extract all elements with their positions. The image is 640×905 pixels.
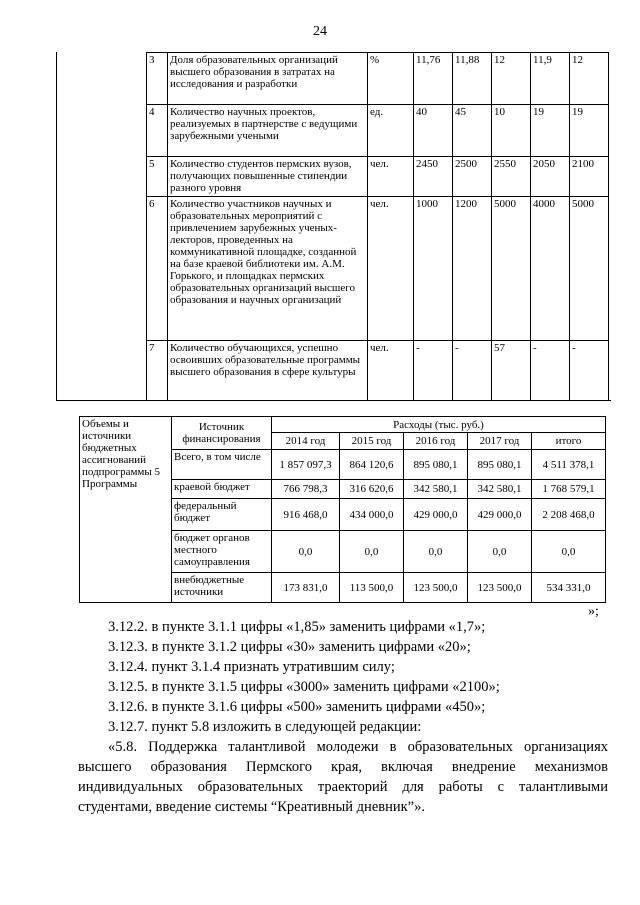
indicator-value: - bbox=[570, 341, 609, 401]
indicator-value: 2050 bbox=[531, 157, 570, 197]
indicator-name: Доля образовательных организаций высшего образования в затратах на исследования и разработки bbox=[168, 53, 368, 105]
budget-value: 2 208 468,0 bbox=[532, 499, 606, 531]
budget-table bbox=[79, 416, 606, 603]
budget-value: 0,0 bbox=[532, 531, 606, 573]
amendments-text bbox=[78, 617, 608, 817]
budget-source: Всего, в том числе bbox=[172, 450, 272, 480]
indicator-value: 2450 bbox=[414, 157, 453, 197]
indicator-value: 5000 bbox=[492, 197, 531, 341]
indicator-row bbox=[147, 197, 609, 341]
budget-value: 766 798,3 bbox=[272, 480, 340, 499]
budget-value: 895 080,1 bbox=[468, 450, 532, 480]
indicator-value: 2550 bbox=[492, 157, 531, 197]
indicator-name: Количество научных проектов, реализуемых в партнерстве с ведущими зарубежными учеными bbox=[168, 105, 368, 157]
budget-value: 113 500,0 bbox=[340, 573, 404, 603]
budget-source: краевой бюджет bbox=[172, 480, 272, 499]
indicator-unit: чел. bbox=[368, 341, 414, 401]
indicator-value: 40 bbox=[414, 105, 453, 157]
budget-value: 0,0 bbox=[404, 531, 468, 573]
expenses-header: Расходы (тыс. руб.) bbox=[272, 417, 606, 433]
indicator-value: 45 bbox=[453, 105, 492, 157]
indicators-table bbox=[146, 52, 609, 401]
budget-value: 429 000,0 bbox=[468, 499, 532, 531]
budget-value: 429 000,0 bbox=[404, 499, 468, 531]
budget-value: 895 080,1 bbox=[404, 450, 468, 480]
indicator-row bbox=[147, 105, 609, 157]
indicator-number: 3 bbox=[147, 53, 168, 105]
indicator-name: Количество участников научных и образовательных мероприятий с привлечением зарубежных ученых-лекторов, проведенных на коммуникативной площадке, созданной на базе краевой библиотеки им. А.М. Горького, и площадках пермских образовательных организаций высшего образования и научных организаций bbox=[168, 197, 368, 341]
indicator-value: 19 bbox=[531, 105, 570, 157]
budget-value: 916 468,0 bbox=[272, 499, 340, 531]
indicator-value: - bbox=[531, 341, 570, 401]
indicator-value: 4000 bbox=[531, 197, 570, 341]
indicator-number: 5 bbox=[147, 157, 168, 197]
year-header: 2017 год bbox=[468, 433, 532, 450]
indicator-row bbox=[147, 157, 609, 197]
indicator-value: 1000 bbox=[414, 197, 453, 341]
indicator-value: - bbox=[414, 341, 453, 401]
year-header: 2016 год bbox=[404, 433, 468, 450]
indicator-row bbox=[147, 53, 609, 105]
budget-value: 0,0 bbox=[272, 531, 340, 573]
total-header: итого bbox=[532, 433, 606, 450]
amendment-item: 3.12.4. пункт 3.1.4 признать утратившим силу; bbox=[108, 659, 395, 675]
budget-value: 0,0 bbox=[340, 531, 404, 573]
budget-value: 123 500,0 bbox=[404, 573, 468, 603]
indicator-unit: % bbox=[368, 53, 414, 105]
indicator-value: 12 bbox=[492, 53, 531, 105]
indicator-value: 11,88 bbox=[453, 53, 492, 105]
indicator-number: 4 bbox=[147, 105, 168, 157]
indicator-value: 11,76 bbox=[414, 53, 453, 105]
amendment-item: 3.12.6. в пункте 3.1.6 цифры «500» заменить цифрами «450»; bbox=[108, 699, 486, 715]
indicator-value: 57 bbox=[492, 341, 531, 401]
budget-value: 342 580,1 bbox=[468, 480, 532, 499]
indicator-value: 1200 bbox=[453, 197, 492, 341]
indicator-name: Количество студентов пермских вузов, получающих повышенные стипендии разного уровня bbox=[168, 157, 368, 197]
indicator-unit: ед. bbox=[368, 105, 414, 157]
indicator-number: 6 bbox=[147, 197, 168, 341]
frame-left-line bbox=[56, 52, 57, 401]
source-header: Источник финансирования bbox=[172, 417, 272, 450]
indicator-name: Количество обучающихся, успешно освоивших образовательные программы высшего образования в сфере культуры bbox=[168, 341, 368, 401]
indicator-unit: чел. bbox=[368, 197, 414, 341]
budget-source: бюджет органов местного самоуправления bbox=[172, 531, 272, 573]
amendment-item: 3.12.2. в пункте 3.1.1 цифры «1,85» заменить цифрами «1,7»; bbox=[108, 619, 486, 635]
amendment-item: 3.12.5. в пункте 3.1.5 цифры «3000» заменить цифрами «2100»; bbox=[108, 679, 500, 695]
indicators-table-frame bbox=[56, 52, 611, 401]
budget-value: 864 120,6 bbox=[340, 450, 404, 480]
indicator-row bbox=[147, 341, 609, 401]
quoted-clause: «5.8. Поддержка талантливой молодежи в образовательных организациях высшего образования Пермского края, включая внедрение механизмов индивидуальных образовательных траекторий для работы с талантливыми студентами, введение системы “Креативный дневник”». bbox=[78, 739, 608, 815]
indicator-number: 7 bbox=[147, 341, 168, 401]
indicator-unit: чел. bbox=[368, 157, 414, 197]
budget-value: 173 831,0 bbox=[272, 573, 340, 603]
budget-value: 123 500,0 bbox=[468, 573, 532, 603]
indicator-value: 2500 bbox=[453, 157, 492, 197]
budget-value: 1 857 097,3 bbox=[272, 450, 340, 480]
budget-source: федеральный бюджет bbox=[172, 499, 272, 531]
budget-header-row bbox=[80, 417, 606, 433]
budget-value: 0,0 bbox=[468, 531, 532, 573]
amendment-item: 3.12.3. в пункте 3.1.2 цифры «30» заменить цифрами «20»; bbox=[108, 639, 471, 655]
closing-quote: »; bbox=[588, 604, 599, 619]
amendment-item: 3.12.7. пункт 5.8 изложить в следующей редакции: bbox=[108, 719, 422, 735]
indicator-value: 19 bbox=[570, 105, 609, 157]
year-header: 2015 год bbox=[340, 433, 404, 450]
budget-value: 534 331,0 bbox=[532, 573, 606, 603]
budget-value: 4 511 378,1 bbox=[532, 450, 606, 480]
budget-value: 342 580,1 bbox=[404, 480, 468, 499]
page-number: 24 bbox=[313, 24, 327, 39]
indicator-value: 2100 bbox=[570, 157, 609, 197]
budget-value: 1 768 579,1 bbox=[532, 480, 606, 499]
budget-value: 434 000,0 bbox=[340, 499, 404, 531]
budget-value: 316 620,6 bbox=[340, 480, 404, 499]
indicator-value: 10 bbox=[492, 105, 531, 157]
budget-row-label: Объемы и источники бюджетных ассигнований подпрограммы 5 Программы bbox=[80, 417, 172, 603]
year-header: 2014 год bbox=[272, 433, 340, 450]
indicator-value: - bbox=[453, 341, 492, 401]
indicator-value: 11,9 bbox=[531, 53, 570, 105]
indicator-value: 12 bbox=[570, 53, 609, 105]
indicator-value: 5000 bbox=[570, 197, 609, 341]
budget-source: внебюджетные источники bbox=[172, 573, 272, 603]
